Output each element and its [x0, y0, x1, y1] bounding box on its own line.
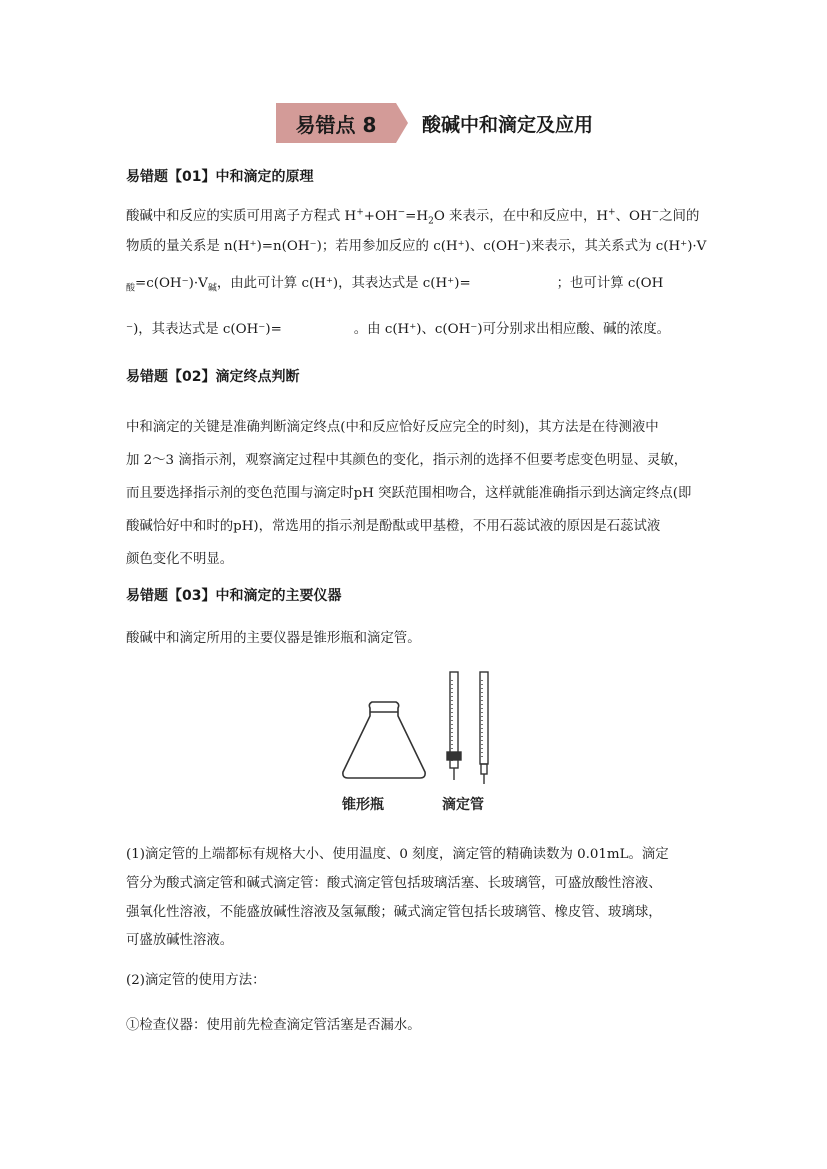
- para2-line3: 而且要选择指示剂的变色范围与滴定时pH 突跃范围相吻合，这样就能准确指示到达滴定终点(即: [126, 486, 692, 501]
- section-banner: [276, 103, 593, 143]
- banner-tag: 易错点 8: [276, 103, 396, 143]
- para1-line4: ⁻)，其表达式是 c(OH⁻)= 。由 c(H⁺)、c(OH⁻)可分别求出相应酸、碱的浓度。: [126, 322, 671, 337]
- section-heading-01: 易错题【01】中和滴定的原理: [126, 169, 314, 185]
- flask-caption: 锥形瓶: [342, 797, 384, 813]
- para1-line2: 物质的量关系是 n(H⁺)=n(OH⁻)；若用参加反应的 c(H⁺)、c(OH⁻)来表示，其关系式为 c(H⁺)·V: [126, 239, 707, 254]
- para6: ①检查仪器：使用前先检查滴定管活塞是否漏水。: [126, 1018, 421, 1033]
- para2-line5: 颜色变化不明显。: [126, 552, 234, 567]
- acid-burette-icon: [447, 672, 461, 780]
- section-heading-03: 易错题【03】中和滴定的主要仪器: [126, 588, 342, 604]
- section-heading-02: 易错题【02】滴定终点判断: [126, 369, 300, 385]
- para1-line3: $_酸=c(OH^-)\cdot V_碱$，由此可计算 c(H⁺)，其表达式是 c(H⁺)= ；也可计算 c(OH: [126, 276, 664, 294]
- para2-line1: 中和滴定的关键是准确判断滴定终点(中和反应恰好反应完全的时刻)，其方法是在待测液中: [126, 420, 659, 435]
- apparatus-illustration: [330, 668, 510, 788]
- para4-line2: 管分为酸式滴定管和碱式滴定管：酸式滴定管包括玻璃活塞、长玻璃管，可盛放酸性溶液、: [126, 876, 662, 891]
- para3: 酸碱中和滴定所用的主要仪器是锥形瓶和滴定管。: [126, 631, 421, 646]
- para2-line4: 酸碱恰好中和时的pH)，常选用的指示剂是酚酞或甲基橙，不用石蕊试液的原因是石蕊试液: [126, 519, 661, 534]
- conical-flask-icon: [343, 702, 425, 778]
- para2-line2: 加 2～3 滴指示剂，观察滴定过程中其颜色的变化，指示剂的选择不但要考虑变色明显、灵敏，: [126, 453, 688, 468]
- para4-line3: 强氧化性溶液，不能盛放碱性溶液及氢氟酸；碱式滴定管包括长玻璃管、橡皮管、玻璃球，: [126, 905, 662, 920]
- para5: (2)滴定管的使用方法：: [126, 973, 266, 988]
- para4-line1: (1)滴定管的上端都标有规格大小、使用温度、0 刻度，滴定管的精确读数为 0.01mL。滴定: [126, 847, 669, 862]
- para4-line4: 可盛放碱性溶液。: [126, 933, 234, 948]
- lab-apparatus-figure: [330, 668, 510, 818]
- banner-title: 酸碱中和滴定及应用: [422, 113, 594, 136]
- para1-line1: 酸碱中和反应的实质可用离子方程式 $H^++OH^-=H_2O$ 来表示，在中和反应中，H+、OH−之间的: [126, 207, 700, 227]
- base-burette-icon: [480, 672, 488, 784]
- burette-caption: 滴定管: [442, 797, 484, 813]
